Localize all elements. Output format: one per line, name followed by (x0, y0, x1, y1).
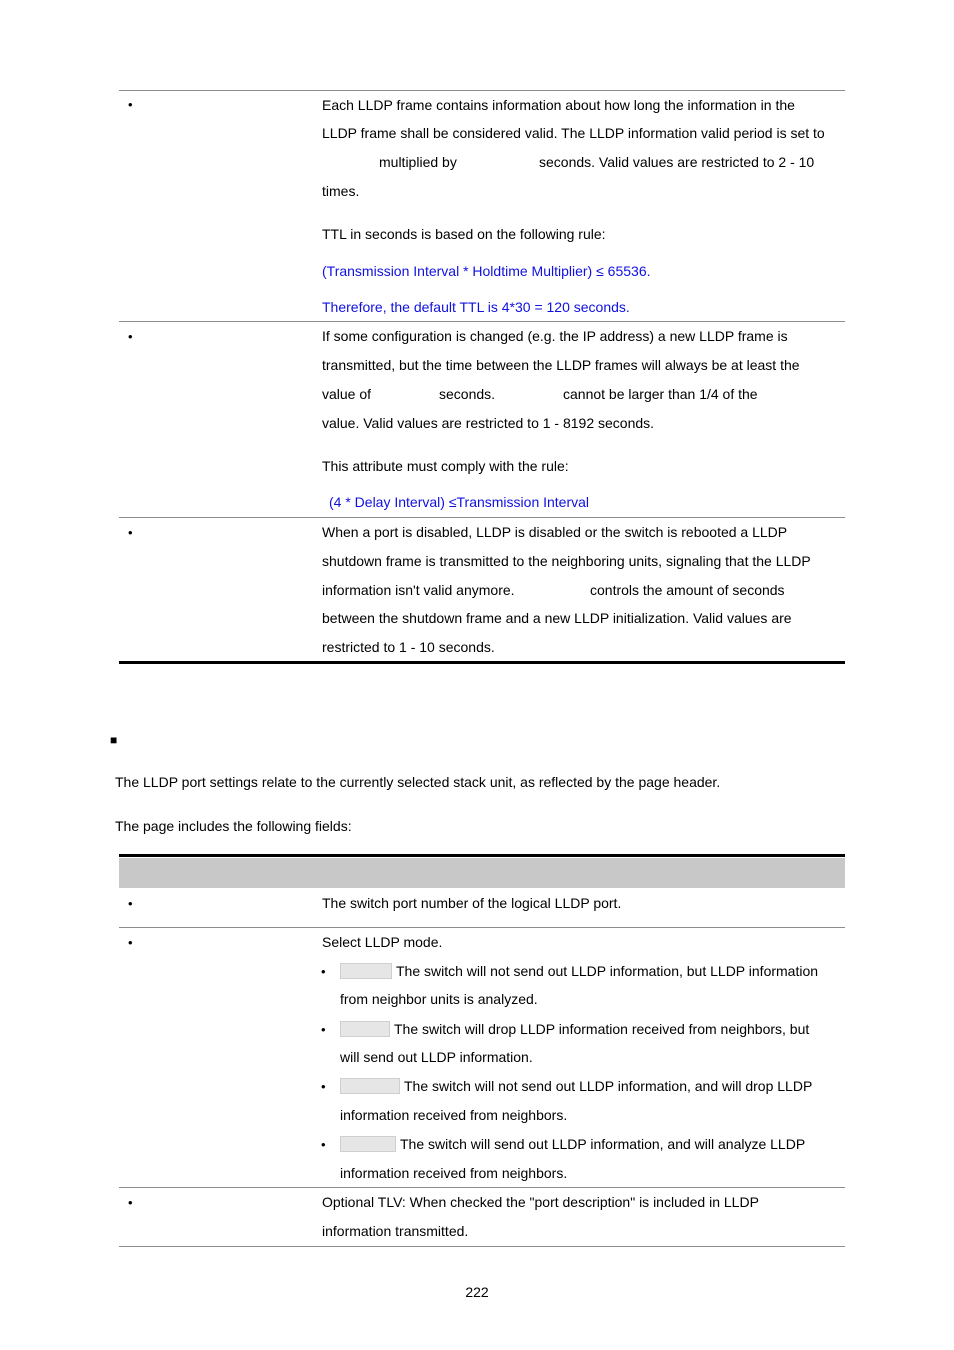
option-bullet: • (321, 1079, 326, 1094)
option-text: The switch will not send out LLDP information, and will drop LLDP (404, 1078, 813, 1094)
option-bullet: • (321, 964, 326, 979)
row-text-line: The switch port number of the logical LLDP port. (322, 895, 622, 911)
row-divider (119, 927, 845, 928)
row-text-line: LLDP frame shall be considered valid. The LLDP information valid period is set to (322, 125, 825, 141)
table-top-border (119, 854, 845, 857)
option-text: The switch will not send out LLDP information, but LLDP information (396, 963, 819, 979)
option-label-box (340, 1136, 396, 1152)
row-text-line: information isn't valid anymore. (322, 582, 515, 598)
option-bullet: • (321, 1022, 326, 1037)
option-text: will send out LLDP information. (340, 1049, 533, 1065)
row-bullet: • (128, 896, 133, 911)
row-text-line: If some configuration is changed (e.g. the IP address) a new LLDP frame is (322, 328, 788, 344)
row-bullet: • (128, 1195, 133, 1210)
row-text-line: When a port is disabled, LLDP is disabled or the switch is rebooted a LLDP (322, 524, 788, 540)
option-text: from neighbor units is analyzed. (340, 991, 538, 1007)
row-text-line: seconds. Valid values are restricted to 2 - 10 (539, 154, 815, 170)
table-header (119, 858, 845, 888)
row-text-line: Select LLDP mode. (322, 934, 443, 950)
row-text-line: seconds. (439, 386, 496, 402)
row-text-line: shutdown frame is transmitted to the neighboring units, signaling that the LLDP (322, 553, 811, 569)
row-divider (119, 517, 845, 518)
option-label-box (340, 1021, 390, 1037)
option-text: information received from neighbors. (340, 1165, 568, 1181)
table-top-border (119, 90, 845, 91)
rule-text: (Transmission Interval * Holdtime Multiplier) ≤ 65536. (322, 263, 651, 279)
option-bullet: • (321, 1137, 326, 1152)
row-bullet: • (128, 97, 133, 112)
page-number: 222 (465, 1284, 489, 1300)
section-marker: ■ (110, 733, 118, 747)
table-bottom-border (119, 1246, 845, 1247)
row-text-line: between the shutdown frame and a new LLDP initialization. Valid values are (322, 610, 792, 626)
row-text-line: multiplied by (379, 154, 457, 170)
row-text-line: cannot be larger than 1/4 of the (563, 386, 758, 402)
option-label-box (340, 1078, 400, 1094)
row-text-line: value. Valid values are restricted to 1 - 8192 seconds. (322, 415, 655, 431)
row-text-line: times. (322, 183, 360, 199)
rule-note: Therefore, the default TTL is 4*30 = 120 seconds. (322, 299, 630, 315)
row-bullet: • (128, 525, 133, 540)
row-divider (119, 321, 845, 322)
option-label-box (340, 963, 392, 979)
rule-intro: TTL in seconds is based on the following rule: (322, 226, 606, 242)
row-divider (119, 1187, 845, 1188)
row-text-line: transmitted, but the time between the LLDP frames will always be at least the (322, 357, 800, 373)
rule-intro: This attribute must comply with the rule: (322, 458, 569, 474)
rule-text: (4 * Delay Interval) ≤Transmission Interval (329, 494, 590, 510)
row-text-line: Optional TLV: When checked the "port description" is included in LLDP (322, 1194, 759, 1210)
row-text-line: restricted to 1 - 10 seconds. (322, 639, 495, 655)
table-bottom-border (119, 661, 845, 664)
row-text-line: controls the amount of seconds (590, 582, 785, 598)
row-bullet: • (128, 329, 133, 344)
row-text-line: information transmitted. (322, 1223, 469, 1239)
option-text: The switch will drop LLDP information received from neighbors, but (394, 1021, 810, 1037)
fields-intro: The page includes the following fields: (115, 818, 352, 834)
row-text-line: Each LLDP frame contains information about how long the information in the (322, 97, 795, 113)
option-text: The switch will send out LLDP information, and will analyze LLDP (400, 1136, 806, 1152)
section-intro: The LLDP port settings relate to the currently selected stack unit, as reflected by the page header. (115, 774, 721, 790)
row-text-line: value of (322, 386, 372, 402)
row-bullet: • (128, 935, 133, 950)
option-text: information received from neighbors. (340, 1107, 568, 1123)
